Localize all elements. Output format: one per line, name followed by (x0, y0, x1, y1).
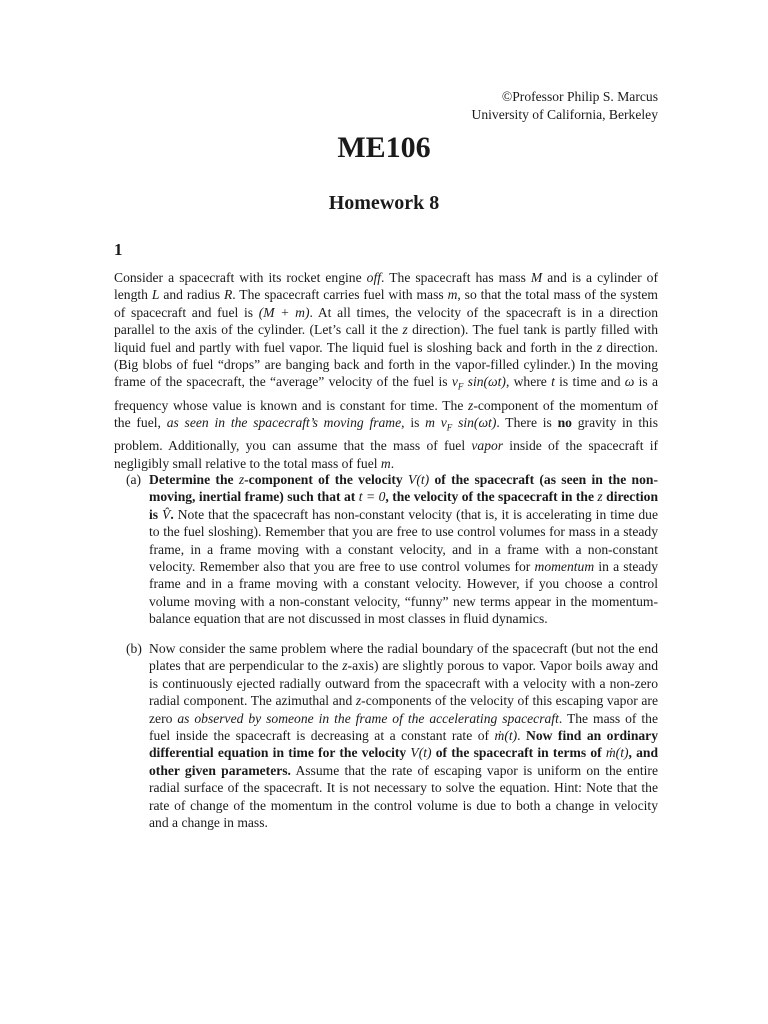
part-a-text: Determine the z-component of the velocity V(t) of the spacecraft (as seen in the non-moving, inertial frame) such that at t = 0, the velocity of the spacecraft in the z direction is V̂. Note that the spacecraft has non-constant velocity (that is, it is accelerating in time due to the fuel sloshing). Remember that you are free to use control volumes for mass in a steady frame, in a frame moving with a constant velocity, and in a frame with a non-constant velocity. Remember also that you are free to use control volumes for momentum in a steady frame and in a frame moving with a constant velocity. However, if you choose a control volume moving with a non-constant velocity, “funny” new terms appear in the momentum-balance equation that are not discussed in most classes in fluid dynamics. (149, 472, 659, 627)
part-a-label: (a) (126, 472, 142, 487)
homework-title: Homework 8 (328, 192, 440, 214)
author-credit (472, 88, 658, 124)
university-line: University of California, Berkeley (471, 107, 658, 122)
part-b-text: Now consider the same problem where the radial boundary of the spacecraft (but not the end plates that are perpendicular to the z-axis) are slightly porous to vapor. Vapor boils away and is continuously ejected radially outward from the spacecraft with a velocity with a non-zero radial component. The azimuthal and z-components of the velocity of this escaping vapor are zero as observed by someone in the frame of the accelerating spacecraft. The mass of the fuel inside the spacecraft is decreasing at a constant rate of ṁ(t). Now find an ordinary differential equation in time for the velocity V(t) of the spacecraft in terms of ṁ(t), and other given parameters. Assume that the rate of escaping vapor is uniform on the entire radial surface of the spacecraft. It is not necessary to solve the equation. Hint: Note that the rate of change of the momentum in the control volume is due to both a change in velocity and a change in mass. (149, 641, 659, 831)
part-b (114, 640, 658, 831)
part-a (114, 471, 658, 628)
copyright-line: ©Professor Philip S. Marcus (501, 89, 658, 104)
part-b-label: (b) (126, 641, 142, 656)
problem-number: 1 (114, 240, 123, 259)
problem-statement: Consider a spacecraft with its rocket engine off. The spacecraft has mass M and is a cylinder of length L and radius R. The spacecraft carries fuel with mass m, so that the total mass of the system of spacecraft and fuel is (M + m). At all times, the velocity of the spacecraft is in a direction parallel to the axis of the cylinder. (Let’s call it the z direction). The fuel tank is partly filled with liquid fuel and partly with fuel vapor. The liquid fuel is sloshing back and forth in the z direction. (Big blobs of fuel “drops” are banging back and forth in the vapor-filled cylinder.) In the moving frame of the spacecraft, the “average” velocity of the fuel is $v_F$ sin(ωt), where t is time and ω is a frequency whose value is known and is constant for time. The z-component of the momentum of the fuel, as seen in the spacecraft’s moving frame, is m $v_F$ sin(ωt). There is no gravity in this problem. Additionally, you can assume that the mass of fuel vapor inside of the spacecraft if negligibly small relative to the total mass of fuel m. (114, 270, 659, 471)
course-title: ME106 (337, 131, 431, 164)
